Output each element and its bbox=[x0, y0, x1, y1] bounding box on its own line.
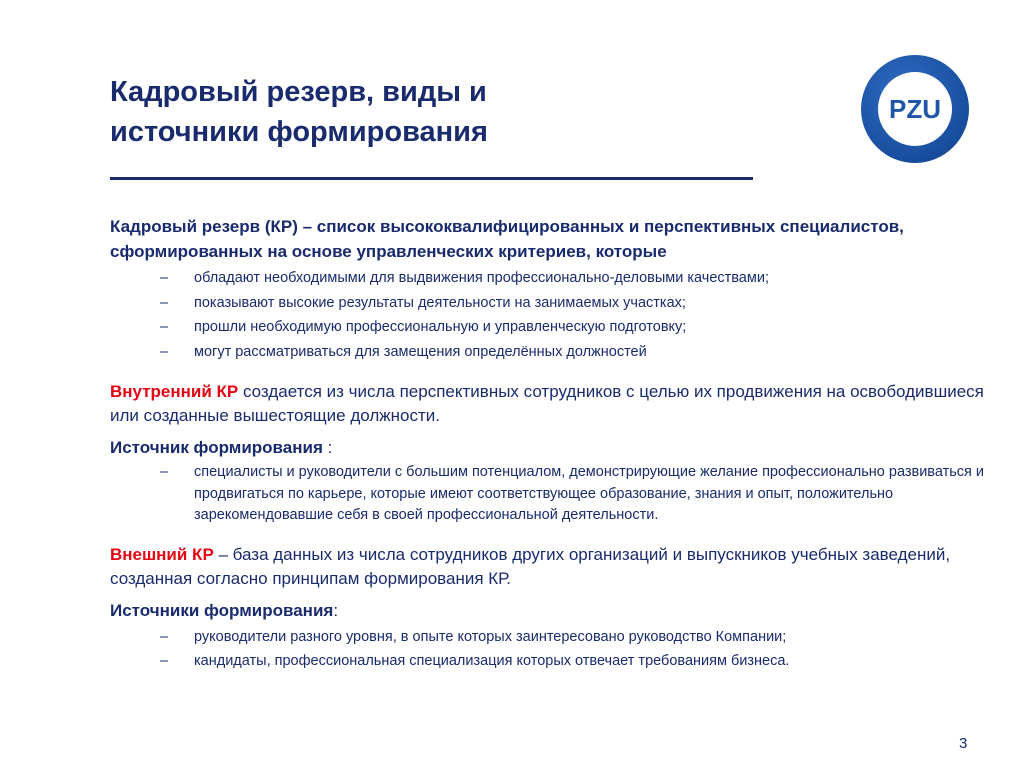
internal-reserve-paragraph bbox=[110, 380, 990, 428]
pzu-logo bbox=[860, 54, 970, 164]
pzu-logo-icon bbox=[860, 54, 970, 164]
slide-title-line-1: Кадровый резерв, виды и bbox=[110, 76, 487, 108]
dash-bullet-icon: – bbox=[160, 628, 169, 645]
list-item: – могут рассматриваться для замещения определённых должностей bbox=[110, 340, 990, 365]
list-item: – показывают высокие результаты деятельности на занимаемых участках; bbox=[110, 291, 990, 316]
list-item: – кандидаты, профессиональная специализация которых отвечает требованиям бизнеса. bbox=[110, 649, 990, 674]
internal-reserve-text: создается из числа перспективных сотрудников с целью их продвижения на освободившиеся или созданные вышестоящие должности. bbox=[110, 382, 984, 425]
external-sources-list bbox=[110, 625, 990, 674]
external-reserve-term: Внешний КР bbox=[110, 544, 214, 564]
dash-bullet-icon: – bbox=[160, 270, 169, 286]
internal-reserve-term: Внутренний КР bbox=[110, 382, 239, 401]
dash-bullet-icon: – bbox=[160, 319, 169, 335]
list-item: – обладают необходимыми для выдвижения профессионально-деловыми качествами; bbox=[110, 266, 990, 291]
reserve-definition: Кадровый резерв (КР) – список высококвалифицированных и перспективных специалистов, сформированных на основе управленческих критериев, которые bbox=[110, 217, 904, 261]
list-item: – руководители разного уровня, в опыте которых заинтересовано руководство Компании; bbox=[110, 625, 990, 650]
dash-bullet-icon: – bbox=[160, 294, 169, 311]
external-source-heading: Источники формирования: bbox=[110, 600, 339, 620]
list-item: – прошли необходимую профессиональную и управленческую подготовку; bbox=[110, 315, 990, 340]
external-reserve-text: – база данных из числа сотрудников других организаций и выпускников учебных заведений, созданная согласно принципам формирования КР. bbox=[110, 544, 951, 588]
external-reserve-paragraph bbox=[110, 543, 990, 591]
internal-sources-list bbox=[110, 462, 990, 527]
list-item: – специалисты и руководители с большим потенциалом, демонстрирующие желание профессионально развиваться и продвигаться по карьере, которые имеют соответствующее образование, знания и опыт, положительно зарекомендовавшие себя в своей профессиональной деятельности. bbox=[160, 464, 985, 523]
title-underline bbox=[110, 177, 753, 180]
internal-source-heading: Источник формирования : bbox=[110, 438, 333, 457]
criteria-list bbox=[110, 266, 990, 364]
logo-text: PZU bbox=[889, 94, 941, 124]
dash-bullet-icon: – bbox=[160, 464, 169, 480]
slide-title-line-2: источники формирования bbox=[110, 116, 488, 148]
dash-bullet-icon: – bbox=[160, 653, 169, 669]
page-number: 3 bbox=[959, 735, 968, 752]
slide-body bbox=[110, 214, 990, 674]
slide-title bbox=[110, 72, 670, 152]
dash-bullet-icon: – bbox=[160, 343, 169, 360]
